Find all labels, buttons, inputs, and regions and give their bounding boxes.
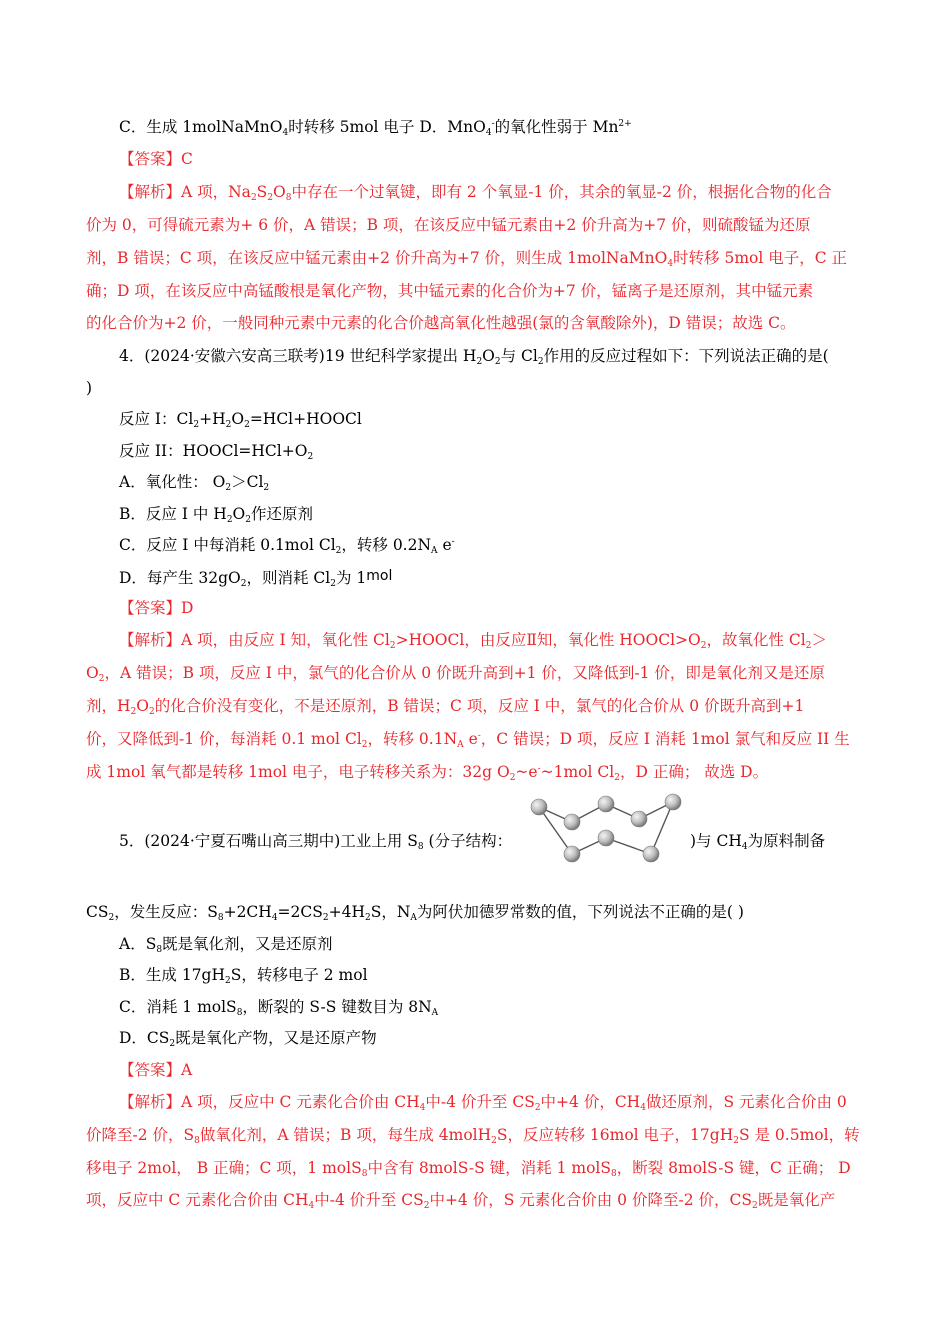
- q3-analysis-line: 的化合价为+2 价，一般同种元素中元素的化合价越高氧化性越强(氯的含氧酸除外)，D 错误；故选 C。: [86, 314, 796, 332]
- q3-analysis-line: 确；D 项，在该反应中高锰酸根是氧化产物，其中锰元素的化合价为+7 价，锰离子是还原剂，其中锰元素: [86, 282, 814, 300]
- q4-answer: 【答案】D: [119, 599, 194, 617]
- q5-option-a: A．$S_8$既是氧化剂，又是还原剂: [119, 935, 333, 955]
- q4-analysis-line: $O_2$，A 错误；B 项，反应 I 中，氯气的化合价从 0 价既升高到+1 价，又降低到-1 价，即是氧化剂又是还原: [86, 664, 825, 684]
- q5-analysis-line: 【解析】A 项，反应中 C 元素化合价由 $CH_4$中-4 价升至 $CS_2$中+4 价，$CH_4$做还原剂，S 元素化合价由 0: [119, 1093, 847, 1113]
- q5-analysis-line: 价降至-2 价，$S_8$做氧化剂，A 错误；B 项，每生成 4molH$_2$S，反应转移 16mol 电子，$17gH_2S$ 是 0.5mol，转: [86, 1126, 860, 1146]
- q3-analysis-line: 价为 0，可得硫元素为+ 6 价，A 错误；B 项，在该反应中锰元素由+2 价升高为+7 价，则硫酸锰为还原: [86, 216, 811, 234]
- q5-option-c: C．消耗 1 molS$_8$，断裂的 S-S 键数目为 $8N_A$: [119, 998, 439, 1018]
- q3-answer: 【答案】C: [119, 150, 193, 168]
- q5-stem: 5．(2024·宁夏石嘴山高三期中)工业上用 $S_8$ (分子结构：: [119, 832, 513, 852]
- q5-analysis-line: 移电子 2mol， B 正确；C 项，1 molS$_8$中含有 8molS-S 键，消耗 1 molS$_8$，断裂 8molS-S 键，C 正确； D: [86, 1159, 851, 1179]
- q4-option-a: A．氧化性： $O_2>Cl_2$: [119, 473, 270, 493]
- q4-analysis-line: 【解析】A 项，由反应 I 知，氧化性 $Cl_2>HOOCl$，由反应Ⅱ知，氧化性 $HOOCl>O_2$，故氧化性 $Cl_2>$: [119, 631, 827, 651]
- q5-option-b: B．生成 $17gH_2S$，转移电子 2 mol: [119, 966, 368, 986]
- sulfur-atom: [665, 794, 681, 810]
- sulfur-atom: [631, 811, 647, 827]
- q3-analysis-line: 剂，B 错误；C 项，在该反应中锰元素由+2 价升高为+7 价，则生成 1molNaMnO$_4$时转移 5mol 电子，C 正: [86, 249, 848, 269]
- q5-option-d: D．$CS_2$既是氧化产物，又是还原产物: [119, 1029, 377, 1049]
- sulfur-atom: [598, 796, 614, 812]
- q4-reaction-1: 反应 I：$Cl_2+H_2O_2=HCl+HOOCl$: [119, 410, 362, 430]
- q4-reaction-2: 反应 II：$HOOCl=HCl+O_2$: [119, 442, 314, 462]
- q4-analysis-line: 成 1mol 氧气都是转移 1mol 电子，电子转移关系为：32g $O_2\sim e^-\sim 1mol$ $Cl_2$，D 正确； 故选 D。: [86, 763, 769, 783]
- sulfur-atom: [564, 814, 580, 830]
- q4-option-d: D．每产生 $32gO_2$，则消耗 $Cl_2$为 1mol: [119, 568, 393, 589]
- q5-stem-cont: )与 $CH_4$为原料制备: [690, 832, 826, 852]
- q4-option-b: B．反应 I 中 $H_2O_2$作还原剂: [119, 505, 314, 525]
- q4-analysis-line: 价，又降低到-1 价，每消耗 0.1 mol $Cl_2$，转移 $0.1N_A$ e-，C 错误；D 项，反应 I 消耗 1mol 氯气和反应 II 生: [86, 730, 850, 750]
- q5-answer: 【答案】A: [119, 1061, 193, 1079]
- q4-analysis-line: 剂，$H_2O_2$的化合价没有变化，不是还原剂，B 错误；C 项，反应 I 中，氯气的化合价从 0 价既升高到+1: [86, 697, 805, 717]
- q4-stem: 4．(2024·安徽六安高三联考)19 世纪科学家提出 $H_2O_2$与 $Cl_2$作用的反应过程如下：下列说法正确的是(: [119, 347, 829, 367]
- sulfur-atom: [598, 830, 614, 846]
- sulfur-atom: [643, 846, 659, 862]
- q3-option-c-d: C．生成 1molNaMnO$_4$时转移 5mol 电子 D．MnO$_4$-的氧化性弱于 $Mn^{2+}$: [119, 118, 632, 138]
- q3-analysis-line: 【解析】A 项，$Na_2S_2O_8$中存在一个过氧键，即有 2 个氧显-1 价，其余的氧显-2 价，根据化合物的化合: [119, 183, 832, 203]
- q4-option-c: C．反应 I 中每消耗 0.1mol $Cl_2$，转移 $0.2N_A$ e-: [119, 536, 455, 556]
- sulfur-atom: [531, 799, 547, 815]
- q4-stem-end: ): [86, 379, 93, 397]
- sulfur-atom: [564, 846, 580, 862]
- q5-analysis-line: 项，反应中 C 元素化合价由 $CH_4$中-4 价升至 $CS_2$中+4 价，S 元素化合价由 0 价降至-2 价，$CS_2$既是氧化产: [86, 1191, 836, 1211]
- q5-stem-line2: $CS_2$，发生反应：$S_8+2CH_4=2CS_2+4H_2S$，$N_A$为阿伏加德罗常数的值，下列说法不正确的是( ): [86, 903, 744, 923]
- s8-molecule-image: [522, 790, 690, 870]
